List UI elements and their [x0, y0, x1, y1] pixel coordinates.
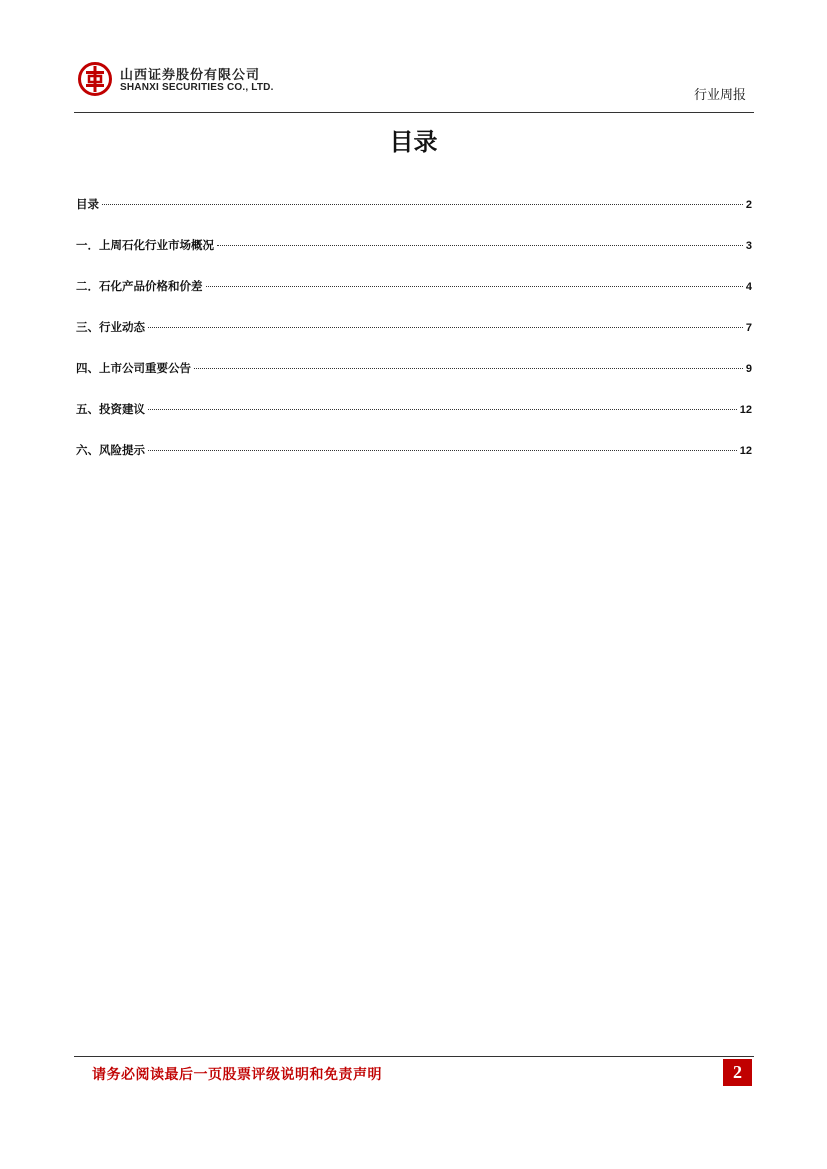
report-type: 行业周报: [693, 88, 746, 103]
toc-entry-page: 3: [745, 240, 752, 252]
company-name-en: SHANXI SECURITIES CO., LTD.: [120, 82, 274, 93]
shanxi-securities-logo-icon: [78, 62, 112, 96]
toc-leader-dots: [148, 327, 743, 328]
toc-entry-prices-spreads[interactable]: [76, 278, 752, 319]
page-number-badge: 2: [723, 1059, 752, 1086]
header-divider: [74, 112, 754, 113]
toc-entry-label: 一．上周石化行业市场概况: [76, 238, 214, 252]
toc-entry-industry-news[interactable]: [76, 319, 752, 360]
company-name-cn: 山西证券股份有限公司: [120, 68, 261, 83]
page-header: [74, 60, 754, 112]
toc-entry-page: 9: [745, 363, 752, 375]
table-of-contents: [76, 196, 752, 483]
toc-entry-label: 六、风险提示: [76, 443, 145, 457]
toc-entry-page: 7: [745, 322, 752, 334]
toc-leader-dots: [206, 286, 743, 287]
toc-leader-dots: [148, 450, 737, 451]
toc-entry-page: 4: [745, 281, 752, 293]
toc-title: 目录: [389, 128, 438, 156]
toc-entry-risk-warning[interactable]: [76, 442, 752, 483]
toc-entry-investment-advice[interactable]: [76, 401, 752, 442]
toc-leader-dots: [194, 368, 743, 369]
toc-leader-dots: [102, 204, 743, 205]
toc-leader-dots: [148, 409, 737, 410]
toc-entry-market-overview[interactable]: [76, 237, 752, 278]
toc-entry-label: 二．石化产品价格和价差: [76, 279, 203, 293]
toc-entry-contents[interactable]: [76, 196, 752, 237]
toc-entry-company-announcements[interactable]: [76, 360, 752, 401]
footer-disclaimer: 请务必阅读最后一页股票评级说明和免责声明: [92, 1067, 382, 1083]
toc-entry-page: 12: [739, 445, 752, 457]
toc-entry-label: 目录: [76, 197, 99, 211]
toc-entry-page: 2: [745, 199, 752, 211]
toc-leader-dots: [217, 245, 743, 246]
footer-divider: [74, 1056, 754, 1057]
toc-entry-label: 五、投资建议: [76, 402, 145, 416]
toc-entry-label: 三、行业动态: [76, 320, 145, 334]
toc-entry-label: 四、上市公司重要公告: [76, 361, 191, 375]
toc-entry-page: 12: [739, 404, 752, 416]
